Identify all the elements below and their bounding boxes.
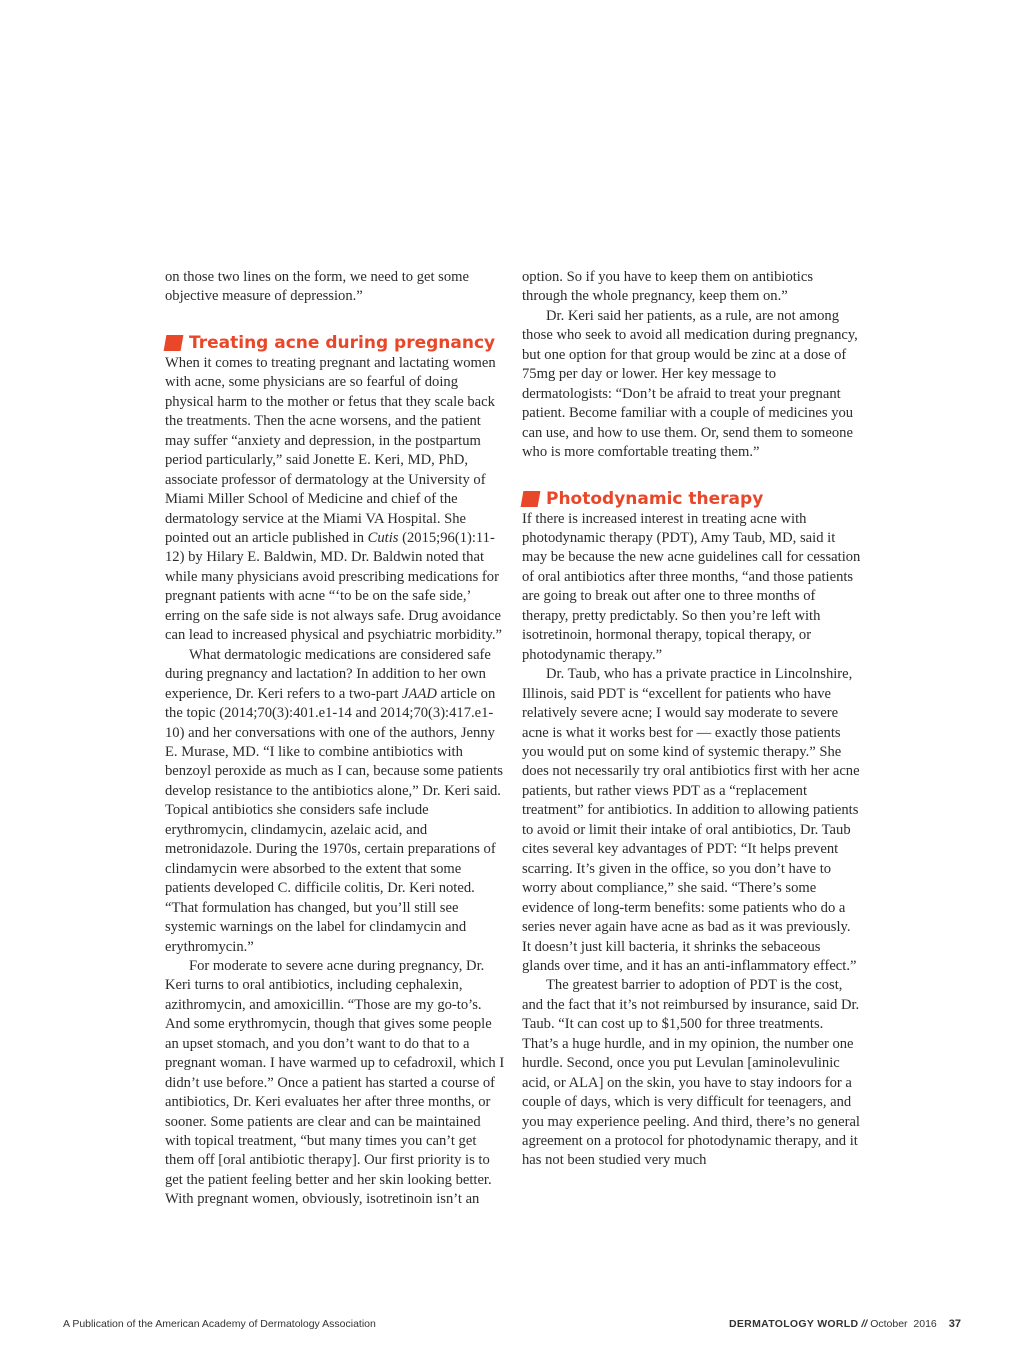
left-column [165, 268, 505, 1210]
footer-separator: // [861, 1318, 868, 1330]
paragraph: If there is increased interest in treating acne with photodynamic therapy (PDT), Amy Taub, MD, said it may be because the new acne guidelines call for cessation of oral antibiotics after three months, “and those patients are going to break out after one to three months of therapy, pretty predictably. So then you’re left with isotretinoin, hormonal therapy, topical therapy, or photodynamic therapy.” [522, 510, 861, 663]
heading-marker-icon [164, 335, 184, 351]
paragraph: option. So if you have to keep them on antibiotics through the whole pregnancy, keep them on.” [522, 269, 814, 305]
journal-name: Cutis [367, 529, 399, 546]
paragraph [165, 646, 505, 957]
right-column [522, 268, 862, 1171]
issue-date: October 2016 [870, 1318, 937, 1330]
paragraph-text: What dermatologic medications are considered safe during pregnancy and lactation? In addition to her own experience, Dr. Keri refers to a two-part [165, 646, 491, 702]
section-heading-treating-acne [165, 332, 505, 354]
paragraph-text: article on the topic (2014;70(3):401.e1-14 and 2014;70(3):417.e1-10) and her conversations with one of the authors, Jenny E. Murase, MD. “I like to combine antibiotics with benzoyl peroxide as much as I can, because some patients develop resistance to the antibiotics alone,” Dr. Keri said. Topical antibiotics she considers safe include erythromycin, clindamycin, azelaic acid, and metronidazole. During the 1970s, certain preparations of clindamycin were absorbed to the extent that some patients developed C. difficile colitis, Dr. Keri noted. “That formulation has changed, but you’ll still see systemic warnings on the label for clindamycin and erythromycin.” [165, 685, 503, 955]
paragraph: The greatest barrier to adoption of PDT is the cost, and the fact that it’s not reimbursed by insurance, said Dr. Taub. “It can cost up to $1,500 for three treatments. That’s a huge hurdle, and in my opinion, the number one hurdle. Second, once you put Levulan [aminolevulinic acid, or ALA] on the skin, you have to stay indoors for a couple of days, which is very difficult for teenagers, and you may experience peeling. And third, there’s no general agreement on a protocol for photodynamic therapy, and it has not been studied very much [522, 977, 860, 1169]
section-heading-label: Photodynamic therapy [546, 488, 764, 509]
paragraph-text: (2015;96(1):11-12) by Hilary E. Baldwin, MD. Dr. Baldwin noted that while many physicians avoid prescribing medications for pregnant patients with acne “‘to be on the safe side,’ erring on the safe side is not always safe. Drug avoidance can lead to increased physical and psychiatric morbidity.” [165, 529, 503, 644]
paragraph: Dr. Keri said her patients, as a rule, are not among those who seek to avoid all medication during pregnancy, but one option for that group would be zinc at a dose of 75mg per day or lower. Her key message to dermatologists: “Don’t be afraid to treat your pregnant patient. Become familiar with a couple of medicines you can use, and how to use them. Or, send them to someone who is more comfortable treating them.” [522, 307, 858, 461]
heading-marker-icon [521, 491, 541, 507]
paragraph: For moderate to severe acne during pregnancy, Dr. Keri turns to oral antibiotics, including cephalexin, azithromycin, and amoxicillin. “Those are my go-to’s. And some erythromycin, though that gives some people an upset stomach, and you don’t want to do that to a pregnant woman. I have warmed up to cefadroxil, which I didn’t use before.” Once a patient has started a course of antibiotics, Dr. Keri evaluates her after three months, or sooner. Some patients are clear and can be maintained with topical treatment, “but many times you can’t get them off [oral antibiotic therapy]. Our first priority is to get the patient feeling better and her skin looking better. With pregnant women, obviously, isotretinoin isn’t an [165, 957, 505, 1208]
page-number: 37 [948, 1318, 961, 1330]
footer-issue-info [729, 1318, 961, 1330]
journal-name: JAAD [402, 685, 437, 702]
paragraph: on those two lines on the form, we need to get some objective measure of depression.” [165, 269, 469, 305]
magazine-name: DERMATOLOGY WORLD [729, 1318, 859, 1330]
footer-publication: A Publication of the American Academy of Dermatology Association [63, 1318, 376, 1330]
section-heading-photodynamic-therapy [522, 488, 862, 510]
paragraph [165, 354, 505, 646]
paragraph: Dr. Taub, who has a private practice in Lincolnshire, Illinois, said PDT is “excellent for patients who have relatively severe acne; I would say moderate to severe acne is what it works best for — exactly those patients you would put on some kind of systemic therapy.” She does not necessarily try oral antibiotics first with her acne patients, but rather views PDT as a “replacement treatment” for antibiotics. In addition to allowing patients to avoid or limit their intake of oral antibiotics, Dr. Taub cites several key advantages of PDT: “It helps prevent scarring. It’s given in the office, so you don’t have to worry about compliance,” she said. “There’s some evidence of long-term benefits: some patients who do a series never again have acne as bad as it was previously. It doesn’t just kill bacteria, it shrinks the sebaceous glands over time, and it has an anti-inflammatory effect.” [522, 666, 860, 974]
paragraph-text: When it comes to treating pregnant and lactating women with acne, some physicians are so fearful of doing physical harm to the mother or fetus that they scale back the treatments. Then the acne worsens, and the patient may suffer “anxiety and depression, in the postpartum period particularly,” said Jonette E. Keri, MD, PhD, associate professor of dermatology at the University of Miami Miller School of Medicine and chief of the dermatology service at the Miami VA Hospital. She pointed out an article published in [165, 354, 496, 546]
section-heading-label: Treating acne during pregnancy [189, 332, 496, 353]
